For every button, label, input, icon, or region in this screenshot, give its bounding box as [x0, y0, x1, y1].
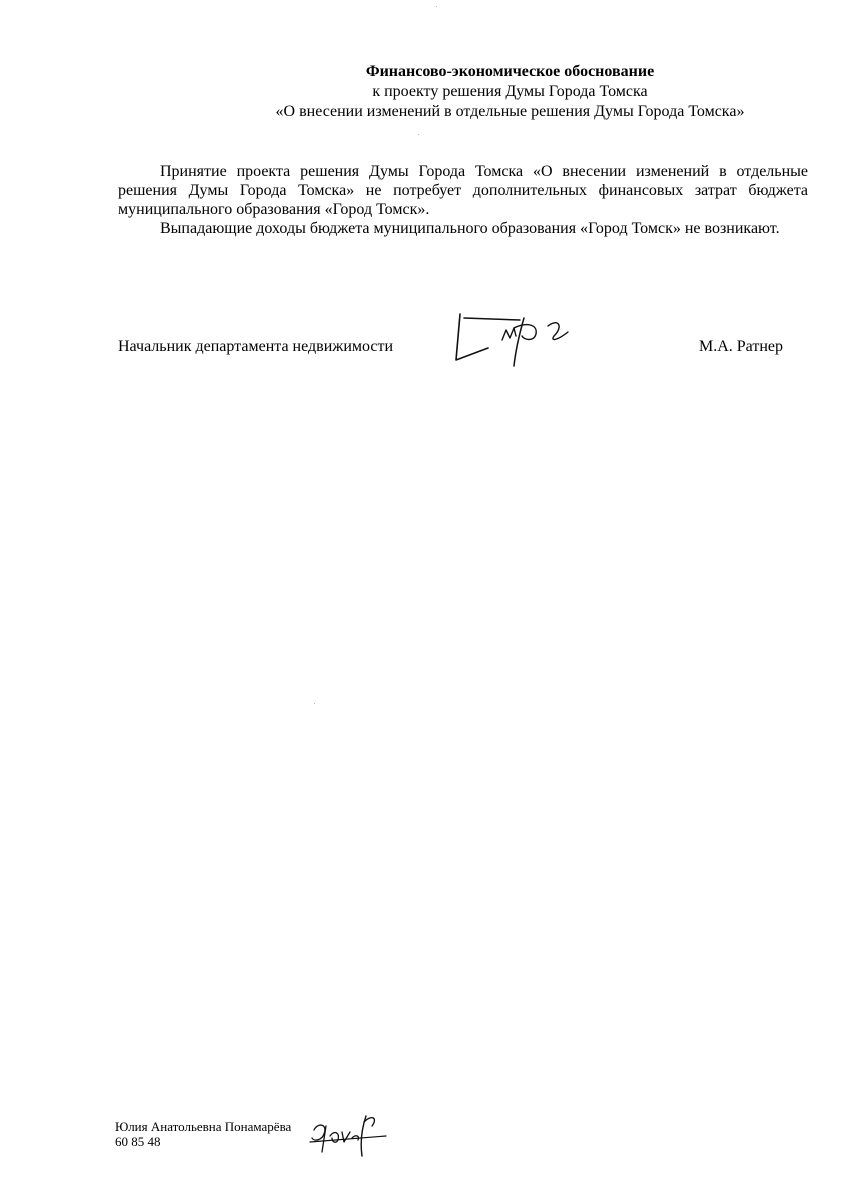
document-title: Финансово-экономическое обоснование [365, 63, 655, 80]
executor-signature [306, 1112, 390, 1158]
scan-speck [418, 134, 419, 135]
scan-speck [436, 6, 437, 7]
executor-name: Юлия Анатольевна Понамарёва [115, 1119, 292, 1134]
signatory-name: М.А. Ратнер [698, 338, 783, 355]
executor-phone: 60 85 48 [115, 1134, 161, 1149]
body-paragraph-1: Принятие проекта решения Думы Города Томска «О внесении изменений в отдельные решения Думы Города Томска» не потребует дополнительных финансовых затрат бюджета муниципального образования «Город Томск». [118, 163, 808, 218]
document-header [110, 62, 810, 122]
signatory-position: Начальник департамента недвижимости [118, 338, 394, 355]
executor-info [115, 1119, 291, 1149]
project-name: «О внесении изменений в отдельные решения Думы Города Томска» [275, 103, 745, 120]
document-subtitle: к проекту решения Думы Города Томска [372, 83, 648, 100]
document-body [118, 162, 808, 238]
body-paragraph-2: Выпадающие доходы бюджета муниципального образования «Город Томск» не возникают. [160, 220, 780, 237]
scan-speck [314, 703, 315, 704]
signature-block [118, 338, 783, 368]
handwritten-signature [454, 312, 579, 370]
